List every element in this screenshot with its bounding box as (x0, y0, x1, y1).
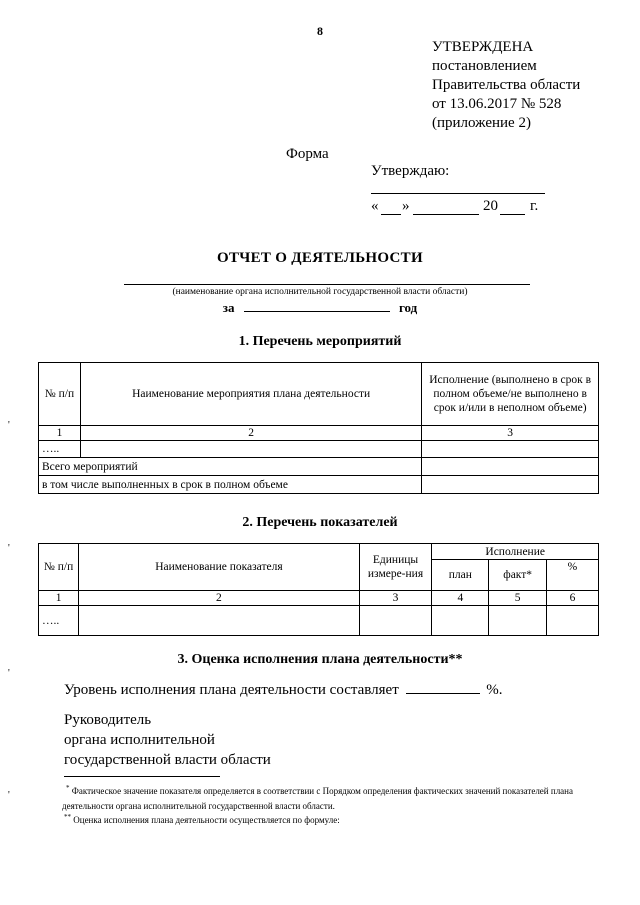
footnote-mark: * (66, 784, 70, 792)
ellipsis-cell: ….. (39, 441, 81, 458)
month-blank (413, 214, 479, 215)
col-number: 3 (359, 591, 432, 606)
col-number: 2 (79, 591, 359, 606)
footnote-text: Фактическое значение показателя определяется в соответствии с Порядком определения фактических значений показателей плана деятельности органа исполнительной государственной власти области. (62, 786, 573, 811)
signature-line-text: Руководитель (64, 712, 152, 728)
approve-label: Утверждаю: (371, 163, 450, 179)
empty-cell (489, 606, 547, 636)
section1-title: 1. Перечень мероприятий (238, 334, 402, 349)
footnote-mark: ** (64, 813, 71, 821)
header-name: Наименование мероприятия плана деятельности (80, 363, 421, 426)
header-num: № п/п (39, 544, 79, 591)
col-number: 4 (432, 591, 489, 606)
signature-line (371, 193, 545, 194)
organ-name-line (124, 284, 530, 285)
section2-title: 2. Перечень показателей (242, 515, 398, 530)
incl-row-label: в том числе выполненных в срок в полном объеме (39, 476, 422, 494)
level-blank (406, 693, 480, 694)
approval-line: Правительства области (432, 77, 581, 93)
execution-level (64, 680, 503, 700)
col-number: 1 (39, 426, 81, 441)
execution-level-text: Уровень исполнения плана деятельности составляет (64, 682, 399, 698)
date-close-quote: » (402, 198, 410, 214)
period-prefix: за (222, 300, 235, 315)
empty-cell (79, 606, 359, 636)
organ-caption: (наименование органа исполнительной государственной власти области) (172, 287, 468, 297)
col-number: 6 (546, 591, 598, 606)
col-number: 2 (80, 426, 421, 441)
year-blank (500, 214, 525, 215)
indicators-table (38, 543, 599, 636)
signature-line-text: государственной власти области (64, 752, 271, 768)
col-number: 1 (39, 591, 79, 606)
report-period (0, 300, 640, 316)
approve-date (371, 198, 546, 218)
header-plan: план (432, 560, 489, 591)
signature-block (64, 710, 271, 770)
header-fact: факт* (489, 560, 547, 591)
scan-artifact: ' (8, 790, 10, 801)
date-open-quote: « (371, 198, 379, 214)
section3-title: 3. Оценка исполнения плана деятельности** (177, 652, 463, 667)
empty-cell (422, 476, 599, 494)
signature-line-text: органа исполнительной (64, 732, 215, 748)
ellipsis-cell: ….. (39, 606, 79, 636)
page-number: 8 (317, 24, 323, 38)
year-suffix: г. (530, 198, 539, 214)
empty-cell (359, 606, 432, 636)
footnote-text: Оценка исполнения плана деятельности осуществляется по формуле: (73, 815, 340, 825)
header-execution: Исполнение (432, 544, 599, 560)
day-blank (381, 214, 401, 215)
year-prefix: 20 (483, 198, 498, 214)
header-units: Единицы измере-ния (359, 544, 432, 591)
col-number: 3 (422, 426, 599, 441)
approval-line: постановлением (432, 58, 537, 74)
header-execution: Исполнение (выполнено в срок в полном объеме/не выполнено в срок и/или в неполном объеме) (422, 363, 599, 426)
empty-cell (80, 441, 421, 458)
approval-stamp (432, 38, 580, 133)
col-number: 5 (489, 591, 547, 606)
scan-artifact: ' (8, 543, 10, 554)
header-name: Наименование показателя (79, 544, 359, 591)
header-percent: % (546, 560, 598, 591)
empty-cell (546, 606, 598, 636)
level-suffix: %. (486, 682, 503, 698)
approval-line: от 13.06.2017 № 528 (432, 96, 562, 112)
form-label: Форма (286, 146, 329, 162)
report-title: ОТЧЕТ О ДЕЯТЕЛЬНОСТИ (217, 250, 423, 266)
approval-line: (приложение 2) (432, 115, 531, 131)
events-table (38, 362, 599, 494)
period-blank (244, 311, 390, 312)
scan-artifact: ' (8, 420, 10, 431)
footnote-separator (64, 776, 220, 777)
period-suffix: год (398, 300, 418, 315)
scan-artifact: ' (8, 668, 10, 679)
footnote-2 (64, 810, 612, 828)
empty-cell (422, 441, 599, 458)
empty-cell (432, 606, 489, 636)
empty-cell (422, 458, 599, 476)
header-num: № п/п (39, 363, 81, 426)
total-row-label: Всего мероприятий (39, 458, 422, 476)
approval-line: УТВЕРЖДЕНА (432, 39, 534, 55)
